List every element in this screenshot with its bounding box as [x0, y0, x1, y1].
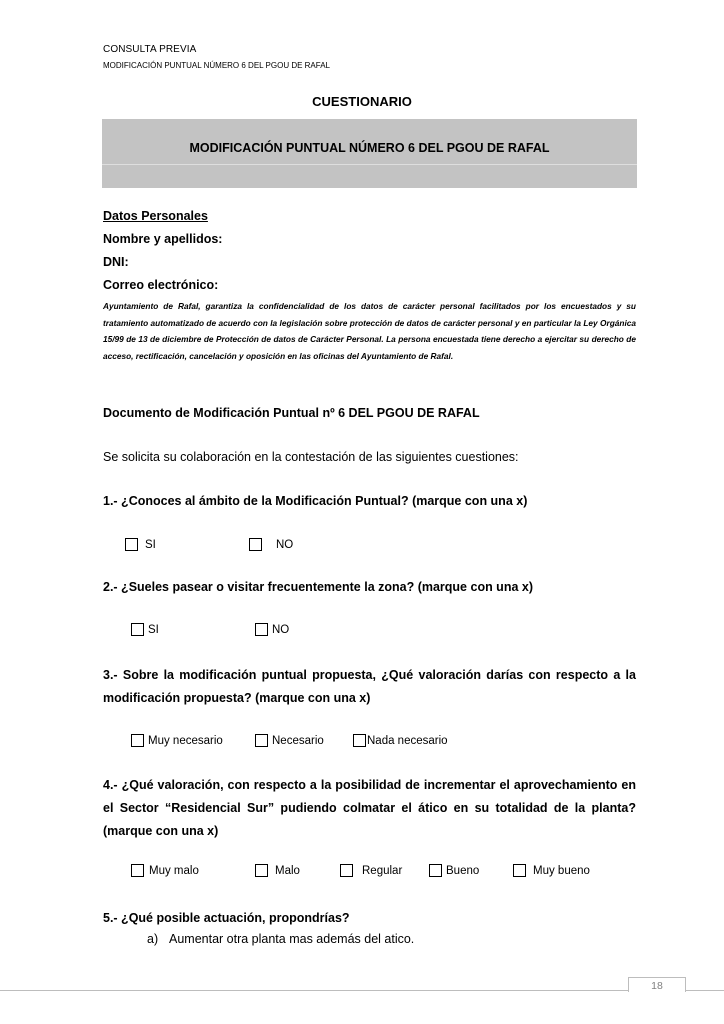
- checkbox[interactable]: [255, 864, 268, 877]
- question-3: 3.- Sobre la modificación puntual propuesta, ¿Qué valoración darías con respecto a la modificación propuesta? (marque con una x): [103, 668, 636, 705]
- privacy-notice: Ayuntamiento de Rafal, garantiza la confidencialidad de los datos de carácter personal facilitados por los encuestados y su tratamiento automatizado de acuerdo con la legislación sobre protección de datos de carácter personal y en particular la Ley Orgánica 15/99 de 13 de diciembre de Protección de datos de Carácter Personal. La persona encuestada tiene derecho a ejercitar su derecho de acceso, rectificación, cancelación y oposición en las oficinas del Ayuntamiento de Rafal.: [103, 301, 636, 362]
- q4-option-label: Muy malo: [149, 864, 199, 877]
- q4-option-regular[interactable]: [340, 864, 402, 877]
- checkbox[interactable]: [131, 623, 144, 636]
- checkbox[interactable]: [255, 734, 268, 747]
- q1-option-si[interactable]: [125, 538, 156, 551]
- q4-option-label: Bueno: [446, 864, 480, 877]
- header-title: CONSULTA PREVIA: [103, 44, 197, 55]
- q3-option-nada-necesario[interactable]: [353, 734, 448, 747]
- q2-option-label: NO: [272, 623, 290, 636]
- q4-option-muy-malo[interactable]: [131, 864, 199, 877]
- q3-option-label: Nada necesario: [367, 734, 448, 747]
- page-number: 18: [628, 977, 686, 992]
- banner-divider: [102, 164, 637, 165]
- title-banner: [102, 119, 637, 188]
- q5-list-item: [147, 932, 414, 946]
- q4-option-malo[interactable]: [255, 864, 300, 877]
- document-title: Documento de Modificación Puntual nº 6 DEL PGOU DE RAFAL: [103, 406, 480, 420]
- q1-option-no[interactable]: [249, 538, 293, 551]
- q5-item-letter: a): [147, 932, 159, 946]
- intro-text: Se solicita su colaboración en la contestación de las siguientes cuestiones:: [103, 450, 519, 464]
- checkbox[interactable]: [353, 734, 366, 747]
- checkbox[interactable]: [255, 623, 268, 636]
- checkbox[interactable]: [340, 864, 353, 877]
- checkbox[interactable]: [429, 864, 442, 877]
- name-label: Nombre y apellidos:: [103, 232, 223, 246]
- q4-option-bueno[interactable]: [429, 864, 479, 877]
- banner-title: MODIFICACIÓN PUNTUAL NÚMERO 6 DEL PGOU DE RAFAL: [189, 141, 550, 155]
- checkbox[interactable]: [249, 538, 262, 551]
- q4-option-label: Regular: [362, 864, 403, 877]
- personal-data-title: Datos Personales: [103, 209, 208, 223]
- q4-option-label: Muy bueno: [533, 864, 590, 877]
- q1-option-label: SI: [145, 538, 156, 551]
- header-subtitle: MODIFICACIÓN PUNTUAL NÚMERO 6 DEL PGOU DE RAFAL: [103, 61, 330, 70]
- q3-option-necesario[interactable]: [255, 734, 324, 747]
- question-5: 5.- ¿Qué posible actuación, propondrías?: [103, 911, 350, 925]
- q3-option-muy-necesario[interactable]: [131, 734, 223, 747]
- q3-option-label: Muy necesario: [148, 734, 223, 747]
- q5-item-text: Aumentar otra planta mas además del atico.: [169, 932, 415, 946]
- checkbox[interactable]: [131, 734, 144, 747]
- checkbox[interactable]: [125, 538, 138, 551]
- dni-label: DNI:: [103, 255, 129, 269]
- q4-option-label: Malo: [275, 864, 300, 877]
- q1-option-label: NO: [276, 538, 294, 551]
- footer-divider-right: [686, 990, 724, 991]
- q2-option-si[interactable]: [131, 623, 159, 636]
- page-title: CUESTIONARIO: [312, 94, 412, 109]
- question-2: 2.- ¿Sueles pasear o visitar frecuentemente la zona? (marque con una x): [103, 580, 533, 594]
- question-4: 4.- ¿Qué valoración, con respecto a la posibilidad de incrementar el aprovechamiento en el Sector “Residencial Sur” pudiendo colmatar el ático en su totalidad de la planta? (marque con una x): [103, 778, 636, 838]
- q2-option-label: SI: [148, 623, 159, 636]
- question-1: 1.- ¿Conoces al ámbito de la Modificación Puntual? (marque con una x): [103, 494, 528, 508]
- email-label: Correo electrónico:: [103, 278, 219, 292]
- checkbox[interactable]: [513, 864, 526, 877]
- footer-divider: [0, 990, 628, 991]
- q3-option-label: Necesario: [272, 734, 324, 747]
- checkbox[interactable]: [131, 864, 144, 877]
- q2-option-no[interactable]: [255, 623, 289, 636]
- q4-option-muy-bueno[interactable]: [513, 864, 590, 877]
